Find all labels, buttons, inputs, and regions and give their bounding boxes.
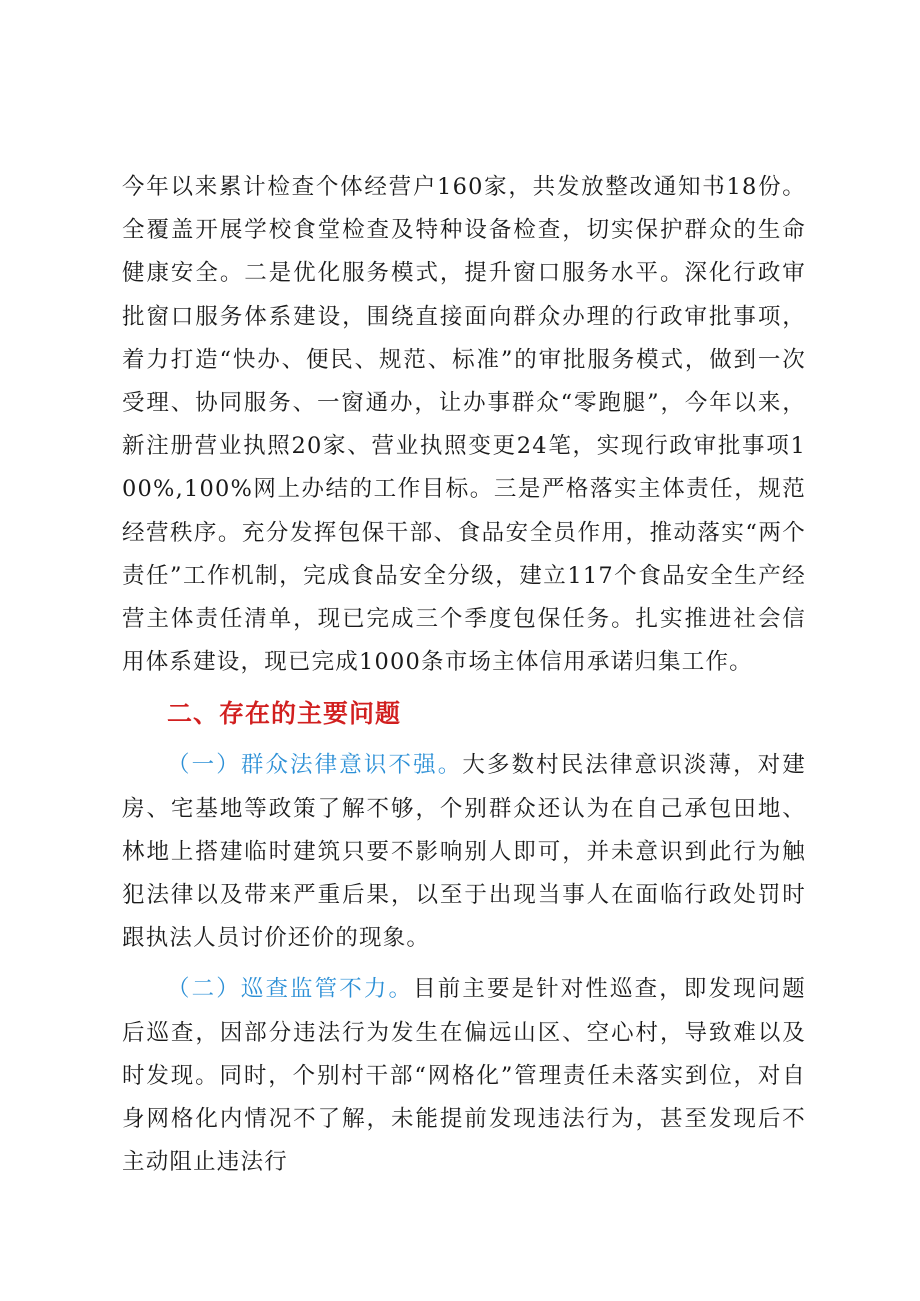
problem-item-1-heading: （一）群众法律意识不强。 bbox=[167, 752, 463, 779]
paragraph-achievements: 今年以来累计检查个体经营户160家，共发放整改通知书18份。全覆盖开展学校食堂检查及特种设备检查，切实保护群众的生命健康安全。二是优化服务模式，提升窗口服务水平。深化行政审批窗口服务体系建设，围绕直接面向群众办理的行政审批事项，着力打造“快办、便民、规范、标准”的审批服务模式，做到一次受理、协同服务、一窗通办，让办事群众“零跑腿”，今年以来，新注册营业执照20家、营业执照变更24笔，实现行政审批事项100%,100%网上办结的工作目标。三是严格落实主体责任，规范经营秩序。充分发挥包保干部、食品安全员作用，推动落实“两个责任”工作机制，完成食品安全分级，建立117个食品安全生产经营主体责任清单，现已完成三个季度包保任务。扎实推进社会信用体系建设，现已完成1000条市场主体信用承诺归集工作。 bbox=[122, 174, 806, 676]
spacer bbox=[122, 684, 806, 692]
problem-item-2-heading: （二）巡查监管不力。 bbox=[167, 976, 414, 1003]
problem-item-1-body: 大多数村民法律意识淡薄，对建房、宅基地等政策了解不够，个别群众还认为在自己承包田地、林地上搭建临时建筑只要不影响别人即可，并未意识到此行为触犯法律以及带来严重后果，以至于出现当事人在面临行政处罚时跟执法人员讨价还价的现象。 bbox=[122, 752, 806, 952]
spacer bbox=[122, 960, 806, 968]
problem-item-1 bbox=[122, 744, 806, 960]
problem-item-2-body: 目前主要是针对性巡查，即发现问题后巡查，因部分违法行为发生在偏远山区、空心村，导致难以及时发现。同时，个别村干部“网格化”管理责任未落实到位，对自身网格化内情况不了解，未能提前发现违法行为，甚至发现后不主动阻止违法行 bbox=[122, 976, 806, 1176]
section-heading-problems: 二、存在的主要问题 bbox=[167, 699, 402, 729]
spacer bbox=[122, 736, 806, 744]
problem-item-2 bbox=[122, 968, 806, 1184]
document-body bbox=[122, 166, 806, 1184]
